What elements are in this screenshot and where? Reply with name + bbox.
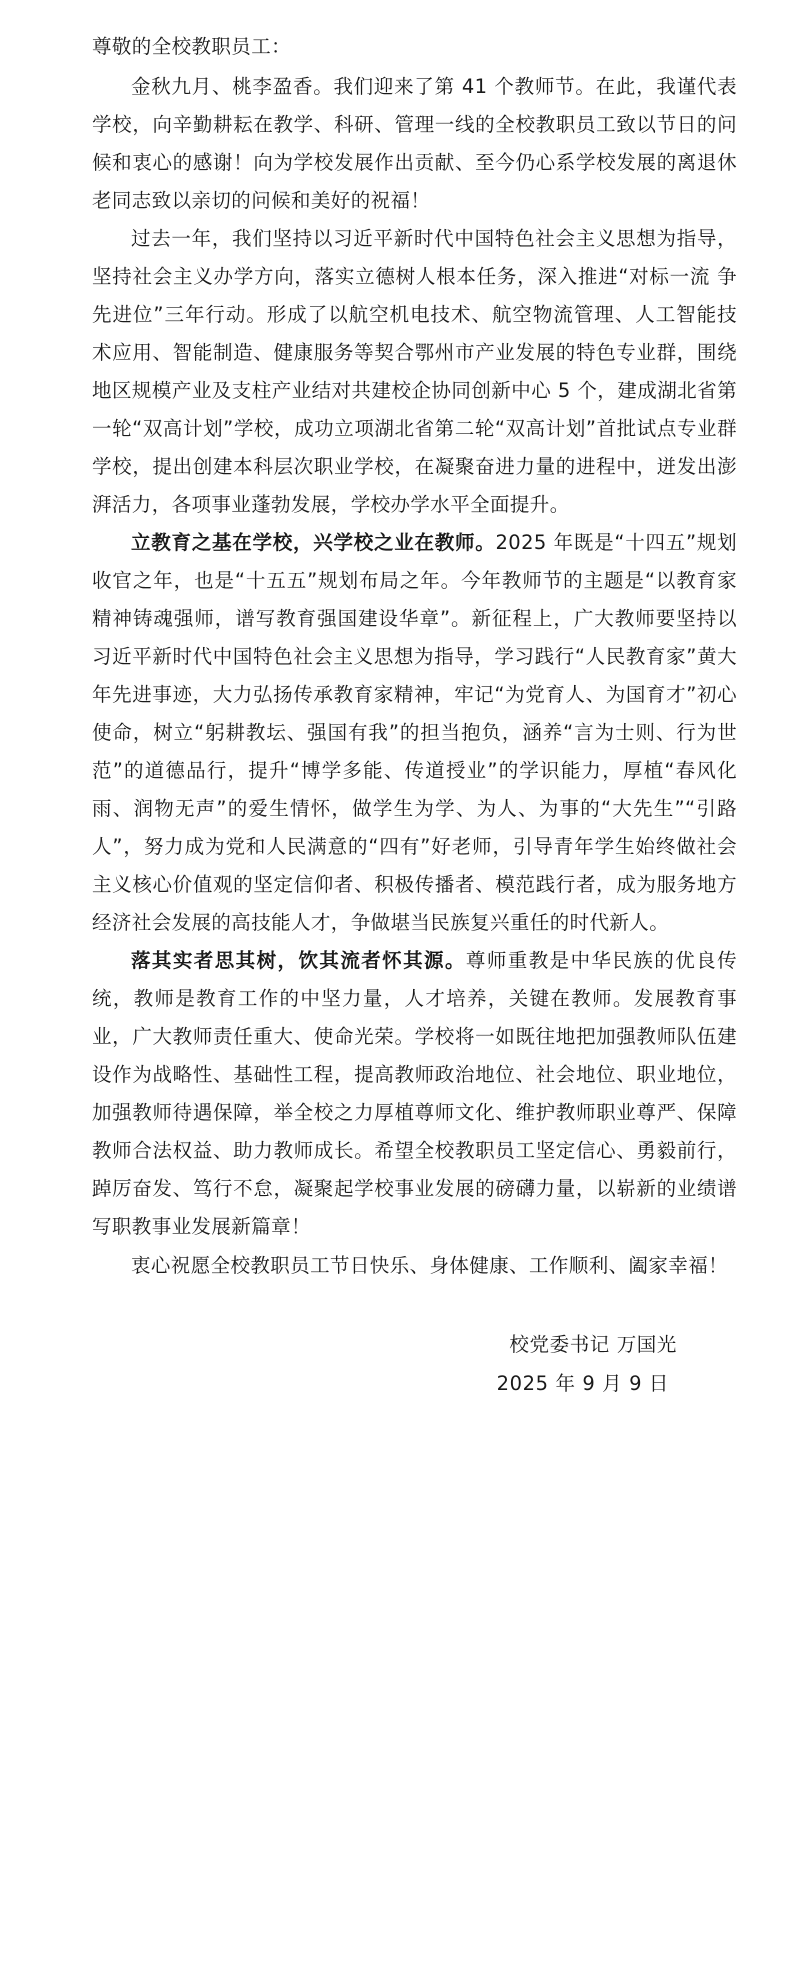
signature-signer: 校党委书记 万国光 (509, 1332, 677, 1356)
paragraph-1-text: 金秋九月、桃李盈香。我们迎来了第 41 个教师节。在此，我谨代表学校，向辛勤耕耘在教学、科研、管理一线的全校教职员工致以节日的问候和衷心的感谢！向为学校发展作出贡献、至今仍心系学校发展的离退休老同志致以亲切的问候和美好的祝福！ (92, 75, 737, 213)
paragraph-3-text: 2025 年既是“十四五”规划收官之年，也是“十五五”规划布局之年。今年教师节的主题是“以教育家精神铸魂强师，谱写教育强国建设华章”。新征程上，广大教师要坚持以习近平新时代中国特色社会主义思想为指导，学习践行“人民教育家”黄大年先进事迹，大力弘扬传承教育家精神，牢记“为党育人、为国育才”初心使命，树立“躬耕教坛、强国有我”的担当抱负，涵养“言为士则、行为世范”的道德品行，提升“博学多能、传道授业”的学识能力，厚植“春风化雨、润物无声”的爱生情怀，做学生为学、为人、为事的“大先生”“引路人”，努力成为党和人民满意的“四有”好老师，引导青年学生始终做社会主义核心价值观的坚定信仰者、积极传播者、模范践行者，成为服务地方经济社会发展的高技能人才，争做堪当民族复兴重任的时代新人。 (92, 531, 738, 935)
paragraph-3-lead: 立教育之基在学校，兴学校之业在教师。 (131, 531, 496, 555)
signature-block (92, 1325, 737, 1403)
paragraph-5 (92, 1247, 737, 1285)
paragraph-2 (92, 220, 737, 524)
paragraph-3 (92, 524, 737, 942)
paragraph-5-text: 衷心祝愿全校教职员工节日快乐、身体健康、工作顺利、阖家幸福！ (131, 1253, 729, 1277)
salutation: 尊敬的全校教职员工： (92, 35, 292, 58)
paragraph-4 (92, 942, 737, 1246)
paragraph-4-text: 尊师重教是中华民族的优良传统，教师是教育工作的中坚力量，人才培养，关键在教师。发展教育事业，广大教师责任重大、使命光荣。学校将一如既往地把加强教师队伍建设作为战略性、基础性工程，提高教师政治地位、社会地位、职业地位，加强教师待遇保障，举全校之力厚植尊师文化、维护教师职业尊严、保障教师合法权益、助力教师成长。希望全校教职员工坚定信心、勇毅前行，踔厉奋发、笃行不怠，凝聚起学校事业发展的磅礴力量，以崭新的业绩谱写职教事业发展新篇章！ (92, 949, 738, 1239)
paragraph-2-text: 过去一年，我们坚持以习近平新时代中国特色社会主义思想为指导，坚持社会主义办学方向，落实立德树人根本任务，深入推进“对标一流 争先进位”三年行动。形成了以航空机电技术、航空物流管理、人工智能技术应用、智能制造、健康服务等契合鄂州市产业发展的特色专业群，围绕地区规模产业及支柱产业结对共建校企协同创新中心 5 个，建成湖北省第一轮“双高计划”学校，成功立项湖北省第二轮“双高计划”首批试点专业群学校，提出创建本科层次职业学校，在凝聚奋进力量的进程中，迸发出澎湃活力，各项事业蓬勃发展，学校办学水平全面提升。 (92, 227, 737, 517)
signature-date: 2025 年 9 月 9 日 (496, 1371, 669, 1395)
paragraph-4-lead: 落其实者思其树，饮其流者怀其源。 (131, 949, 466, 973)
paragraph-1 (92, 68, 737, 220)
